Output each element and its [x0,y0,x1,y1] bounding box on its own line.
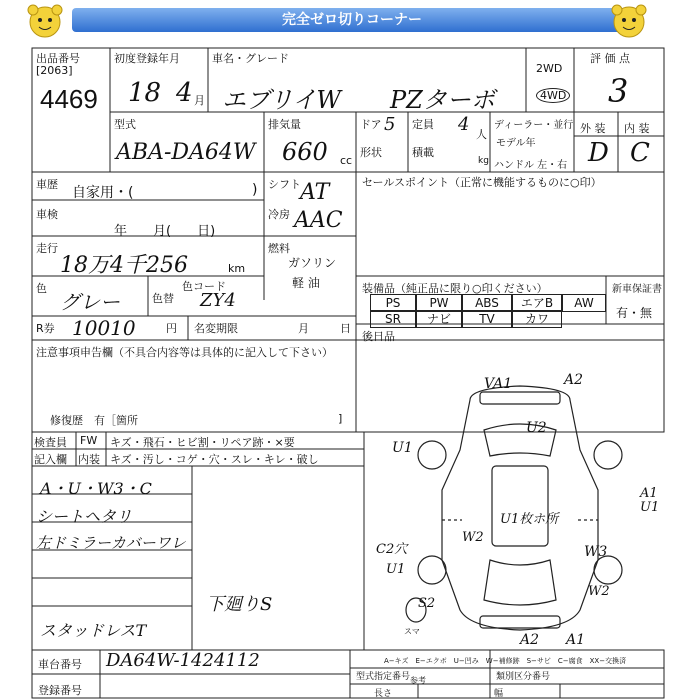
drive-4wd: 4WD [536,88,570,103]
type-close: ) [252,182,258,198]
reg-no-label: 登録番号 [38,684,82,697]
cap-unit: 人 [476,128,487,141]
width-label: 幅 [494,689,504,699]
lot-sub: [2063] [36,64,73,77]
fw-items: キズ・飛石・ヒビ割・リペア跡・×要 [110,436,295,449]
door-label: ドア [360,118,382,131]
banner-title: 完全ゼロ切りコーナー [72,8,632,32]
color-label: 色 [36,282,47,295]
damage-small-label: スマ [404,627,420,636]
damage-mark-w3: W3 [584,544,608,560]
color-code: ZY4 [200,290,236,311]
score: 3 [608,72,629,110]
damage-mark-u2: U2 [526,420,547,436]
color-no-label: 色替 [152,292,174,305]
model-year-label: モデル年 [496,138,536,149]
equip-leather: カワ [512,310,562,328]
mileage-value: 18万4千256 [60,253,188,278]
reg-month: 4 [176,78,193,108]
new-car-label: 新車保証書 [612,284,662,295]
inspect-label: 車検 [36,208,58,221]
shift-label: シフト [268,178,301,191]
repair-close: ] [338,412,343,425]
damage-mark-u1-right: U1 [640,500,660,515]
reg-year: 18 [128,78,162,108]
capacity: 4 [458,114,470,135]
equip-ps: PS [370,294,416,312]
memo-line-3: 左ドミラーカバーワレ [36,534,186,552]
score-label: 評 価 点 [590,52,630,65]
warranty-value: 有・無 [616,306,653,320]
damage-mark-a1-rear: A1 [566,632,586,648]
model-label: 型式 [114,118,136,131]
chassis-label: 車台番号 [38,658,82,671]
kg-label: kg [478,156,489,166]
disp-unit: cc [340,154,353,167]
model: ABA-DA64W [116,140,256,165]
damage-mark-a2-rear: A2 [520,632,540,648]
reg-label: 初度登録年月 [114,52,180,65]
lot-number: 4469 [40,84,98,114]
dealer-label: ディーラー・並行 [494,120,574,131]
doors: 5 [384,114,396,135]
interior-items: キズ・汚し・コゲ・穴・スレ・キレ・破し [110,453,319,466]
damage-mark-s2: S2 [418,596,436,611]
disp-label: 排気量 [268,118,301,131]
fuel-gasoline: ガソリン [288,256,337,270]
type-value: 自家用・( [72,185,134,201]
equip-airbag: エアB [512,294,562,312]
shift-value: AT [300,180,330,205]
drive-2wd: 2WD [536,62,563,75]
notes-label: 注意事項申告欄（不具合内容等は具体的に記入して下さい） [36,346,333,359]
handle-label: ハンドル 左・右 [494,160,568,171]
damage-mark-a1-right: A1 [640,486,658,501]
damage-mark-a2-front: A2 [564,372,584,388]
km-label: km [228,262,246,275]
damage-mark-w2-right: W2 [588,584,610,599]
fuel-label: 燃料 [268,242,290,255]
ac-label: 冷房 [268,208,290,221]
interior-check-label: 内装 [78,453,100,466]
damage-mark-c2: C2穴 [376,542,408,557]
month-label: 月 [298,322,309,335]
color-code-label: 色コード [182,280,226,293]
equip-navi: ナビ [416,310,462,328]
disp: 660 [282,138,328,166]
exterior-grade: D [588,138,609,168]
yen-label: 円 [166,322,177,335]
recycle-value: 10010 [72,316,136,340]
recycle-label: R券 [36,322,55,335]
cap-label: 定員 [412,118,434,131]
form-label-1: 型式指定番号 [356,672,411,682]
reg-month-unit: 月 [194,94,205,107]
sales-label: セールスポイント（正常に機能するものに○印） [362,176,602,189]
day-label: 日 [340,322,351,335]
mileage-label: 走行 [36,242,58,255]
equip-pw: PW [416,294,462,312]
inspector-label: 検査員 [34,436,67,449]
equip-label: 装備品（純正品に限り○印ください） [362,282,548,295]
damage-mark-u1-lower: U1 [386,562,406,577]
memo-line-2: シートヘタリ [36,507,133,526]
damage-legend: A−キズ E−エクボ U−凹み W−補修跡 S−サビ C−腐食 XX−交換済 [384,657,627,665]
equip-abs: ABS [462,294,512,312]
repair-label: 修復歴 有［箇所 [50,414,138,427]
title-change-label: 名変期限 [194,322,238,335]
inspect-values: 年 月( 日) [114,224,216,239]
damage-mark-w2-center: W2 [462,530,484,545]
fuel-diesel: 軽 油 [292,276,320,290]
chassis-value: DA64W-1424112 [106,650,260,671]
type-label: 車歴 [36,178,58,191]
ref-label: 参考 [410,676,426,685]
equip-sr: SR [370,310,416,328]
shape-label: 形状 [360,146,382,159]
grade: PZターボ [390,86,495,114]
interior-grade: C [630,138,650,168]
interior-label: 内 装 [624,122,650,135]
equip-aw: AW [562,294,606,312]
load-label: 積載 [412,146,434,159]
fw-label: FW [80,434,98,447]
damage-mark-u1-left: U1 [392,440,413,456]
damage-mark-va1: VA1 [484,376,513,392]
memo-line-5: スタッドレスT [40,621,147,640]
name-label: 車名・グレード [212,52,289,65]
form-label-2: 類別区分番号 [496,672,551,682]
memo-line-1: A・U・W3・C [40,479,152,498]
exterior-label: 外 装 [580,122,606,135]
damage-mark-roof: U1枚ホ所 [500,512,559,527]
color-value: グレー [60,290,120,314]
car-name: エブリイW [222,86,341,114]
ac-value: AAC [294,208,343,233]
lot-label: 出品番号 [36,52,80,65]
equip-tv: TV [462,310,512,328]
memo-line-4: 下廻りS [206,594,273,615]
length-label: 長さ [374,689,393,699]
entry-label: 記入欄 [34,453,67,466]
after-label: 後日品 [362,330,395,343]
